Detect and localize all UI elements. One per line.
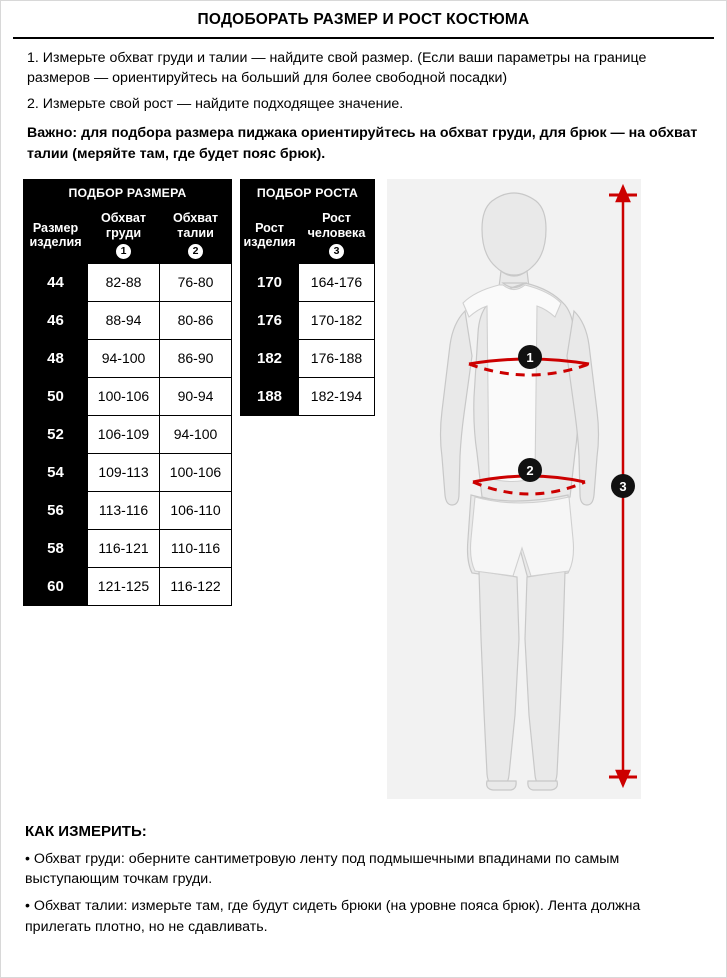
svg-text:3: 3 [619, 478, 627, 494]
chest-value: 88-94 [88, 301, 160, 339]
size-value: 54 [24, 453, 88, 491]
height-item-value: 188 [241, 377, 299, 415]
how-to-measure-heading: КАК ИЗМЕРИТЬ: [25, 823, 147, 840]
waist-value: 106-110 [160, 491, 232, 529]
table-row [241, 339, 375, 377]
height-item-value: 176 [241, 301, 299, 339]
size-value: 46 [24, 301, 88, 339]
instruction-step-2: 2. Измерьте свой рост — найдите подходящее значение. [27, 96, 404, 113]
svg-text:2: 2 [526, 462, 534, 478]
tables-and-figure [1, 179, 726, 799]
table-row [241, 377, 375, 415]
size-value: 60 [24, 567, 88, 605]
chest-value: 94-100 [88, 339, 160, 377]
size-table [23, 179, 232, 606]
waist-value: 86-90 [160, 339, 232, 377]
waist-value: 90-94 [160, 377, 232, 415]
size-table-header-size [24, 207, 88, 263]
waist-value: 116-122 [160, 567, 232, 605]
chest-value: 116-121 [88, 529, 160, 567]
chest-value: 121-125 [88, 567, 160, 605]
table-row [24, 415, 232, 453]
instruction-step-1: 1. Измерьте обхват груди и талии — найдите свой размер. (Если ваши параметры на границе размеров — ориентируйтесь на больший для более свободной посадки) [27, 50, 647, 87]
table-row [241, 263, 375, 301]
marker-1-badge: 1 [116, 243, 131, 259]
height-person-value: 164-176 [299, 263, 375, 301]
size-table-header-chest [88, 207, 160, 263]
header-text: Рост человека [307, 211, 366, 240]
height-table-caption: ПОДБОР РОСТА [241, 179, 375, 207]
waist-value: 76-80 [160, 263, 232, 301]
size-value: 48 [24, 339, 88, 377]
page-title: ПОДОБОРАТЬ РАЗМЕР И РОСТ КОСТЮМА [13, 11, 714, 39]
table-row [24, 339, 232, 377]
how-to-waist: • Обхват талии: измерьте там, где будут сидеть брюки (на уровне пояса брюк). Лента должна прилегать плотно, но не сдавливать. [25, 897, 641, 935]
svg-text:1: 1 [526, 349, 534, 365]
how-to-chest: • Обхват груди: оберните сантиметровую ленту под подмышечными впадинами по самым выступающим точкам груди. [25, 850, 620, 888]
height-table-header-person [299, 207, 375, 263]
chest-value: 100-106 [88, 377, 160, 415]
chest-value: 113-116 [88, 491, 160, 529]
chest-value: 106-109 [88, 415, 160, 453]
chest-value: 82-88 [88, 263, 160, 301]
height-item-value: 182 [241, 339, 299, 377]
header-text: Размер изделия [29, 220, 82, 250]
how-to-measure-block [25, 821, 706, 943]
waist-value: 100-106 [160, 453, 232, 491]
height-person-value: 182-194 [299, 377, 375, 415]
size-value: 44 [24, 263, 88, 301]
waist-value: 110-116 [160, 529, 232, 567]
size-table-header-waist [160, 207, 232, 263]
size-table-caption: ПОДБОР РАЗМЕРА [24, 179, 232, 207]
table-row [24, 377, 232, 415]
table-row [24, 301, 232, 339]
marker-3-badge: 3 [329, 243, 344, 259]
table-row [24, 453, 232, 491]
waist-value: 80-86 [160, 301, 232, 339]
waist-value: 94-100 [160, 415, 232, 453]
header-text: Обхват талии [172, 211, 218, 240]
height-item-value: 170 [241, 263, 299, 301]
instructions-block [27, 48, 700, 165]
size-value: 58 [24, 529, 88, 567]
marker-2-badge: 2 [188, 243, 203, 259]
mannequin-illustration [387, 179, 673, 799]
size-value: 52 [24, 415, 88, 453]
height-person-value: 176-188 [299, 339, 375, 377]
header-text: Обхват груди [100, 211, 146, 240]
height-table-header-item [241, 207, 299, 263]
table-row [241, 301, 375, 339]
table-row [24, 491, 232, 529]
table-row [24, 529, 232, 567]
table-row [24, 567, 232, 605]
table-row [24, 263, 232, 301]
size-value: 50 [24, 377, 88, 415]
height-person-value: 170-182 [299, 301, 375, 339]
size-value: 56 [24, 491, 88, 529]
height-table [240, 179, 375, 416]
header-text: Рост изделия [243, 220, 296, 250]
mannequin-figure [387, 179, 673, 799]
chest-value: 109-113 [88, 453, 160, 491]
important-note: Важно: для подбора размера пиджака ориентируйтесь на обхват груди, для брюк — на обхват талии (меряйте там, где будет пояс брюк). [27, 125, 698, 163]
